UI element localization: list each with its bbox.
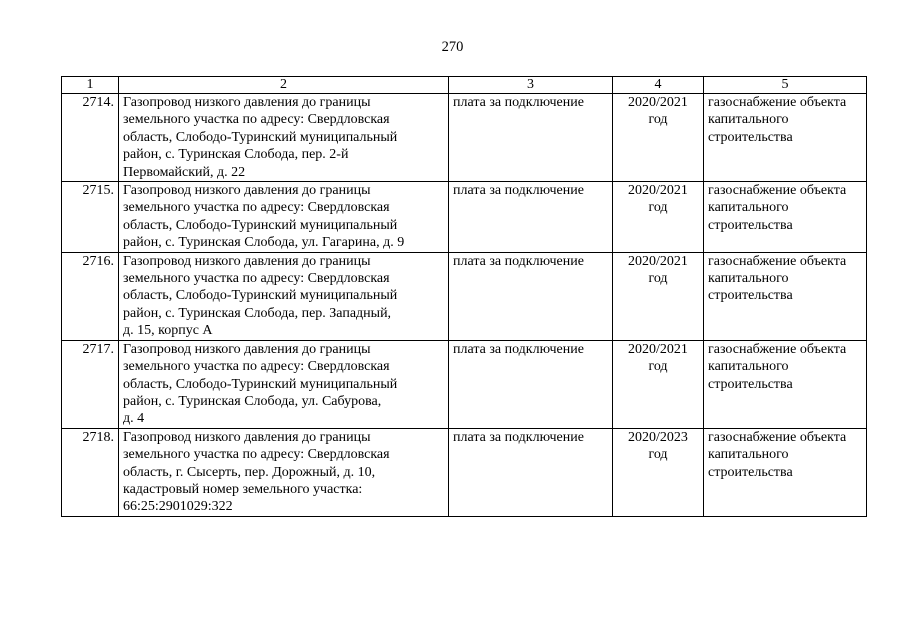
- period-cell: [613, 340, 704, 428]
- purpose-line: строительства: [708, 217, 793, 233]
- period-unit: год: [648, 447, 668, 463]
- row-number: 2718.: [62, 428, 119, 516]
- purpose-line: капитального: [708, 359, 789, 375]
- object-name-cell: [119, 94, 449, 182]
- object-name-line: район, с. Туринская Слобода, пер. 2-й: [123, 147, 349, 163]
- object-name-line: д. 15, корпус А: [123, 323, 213, 339]
- object-name-line: Газопровод низкого давления до границы: [123, 183, 371, 199]
- purpose-line: строительства: [708, 376, 793, 392]
- row-number: 2715.: [62, 182, 119, 253]
- object-name-line: область, г. Сысерть, пер. Дорожный, д. 10,: [123, 464, 376, 480]
- payment-type: плата за подключение: [449, 340, 613, 428]
- object-name-cell: [119, 428, 449, 516]
- period-years: 2020/2021: [628, 95, 688, 110]
- object-name-line: область, Слободо-Туринский муниципальный: [123, 217, 398, 233]
- object-name-cell: [119, 252, 449, 340]
- table-row: [62, 340, 867, 428]
- payment-type: плата за подключение: [449, 94, 613, 182]
- period-unit: год: [648, 200, 668, 216]
- period-years: 2020/2023: [628, 429, 688, 445]
- column-header: 5: [704, 77, 867, 94]
- purpose-line: газоснабжение объекта: [708, 253, 847, 269]
- payment-type: плата за подключение: [449, 182, 613, 253]
- object-name-line: Газопровод низкого давления до границы: [123, 95, 371, 110]
- object-name-line: земельного участка по адресу: Свердловская: [123, 271, 390, 287]
- purpose-line: газоснабжение объекта: [708, 341, 847, 357]
- purpose-line: капитального: [708, 200, 789, 216]
- period-years: 2020/2021: [628, 183, 688, 199]
- purpose-line: газоснабжение объекта: [708, 183, 847, 199]
- period-cell: [613, 252, 704, 340]
- page-number: 270: [441, 39, 464, 55]
- object-name-line: область, Слободо-Туринский муниципальный: [123, 129, 398, 145]
- purpose-line: капитального: [708, 271, 789, 287]
- purpose-line: строительства: [708, 288, 793, 304]
- object-name-cell: [119, 182, 449, 253]
- purpose-line: капитального: [708, 447, 789, 463]
- purpose-line: капитального: [708, 112, 789, 128]
- period-unit: год: [648, 359, 668, 375]
- object-name-cell: [119, 340, 449, 428]
- period-cell: [613, 428, 704, 516]
- period-unit: год: [648, 112, 668, 128]
- purpose-cell: [704, 252, 867, 340]
- purpose-cell: [704, 182, 867, 253]
- object-name-line: земельного участка по адресу: Свердловская: [123, 447, 390, 463]
- object-name-line: область, Слободо-Туринский муниципальный: [123, 376, 398, 392]
- object-name-line: район, с. Туринская Слобода, пер. Западный,: [123, 305, 392, 321]
- object-name-line: область, Слободо-Туринский муниципальный: [123, 288, 398, 304]
- object-name-line: 66:25:2901029:322: [123, 499, 233, 515]
- period-years: 2020/2021: [628, 253, 688, 269]
- row-number: 2716.: [62, 252, 119, 340]
- purpose-line: строительства: [708, 464, 793, 480]
- object-name-line: земельного участка по адресу: Свердловская: [123, 200, 390, 216]
- payment-type: плата за подключение: [449, 428, 613, 516]
- purpose-cell: [704, 94, 867, 182]
- object-name-line: Газопровод низкого давления до границы: [123, 253, 371, 269]
- object-name-line: район, с. Туринская Слобода, ул. Гагарина, д. 9: [123, 235, 405, 251]
- column-header: 1: [62, 77, 119, 94]
- column-header: 2: [119, 77, 449, 94]
- object-name-line: Первомайский, д. 22: [123, 164, 246, 180]
- object-name-line: земельного участка по адресу: Свердловская: [123, 359, 390, 375]
- row-number: 2717.: [62, 340, 119, 428]
- purpose-cell: [704, 340, 867, 428]
- registry-table: [61, 76, 867, 517]
- purpose-cell: [704, 428, 867, 516]
- period-cell: [613, 182, 704, 253]
- table-row: [62, 252, 867, 340]
- period-cell: [613, 94, 704, 182]
- object-name-line: земельного участка по адресу: Свердловская: [123, 112, 390, 128]
- object-name-line: Газопровод низкого давления до границы: [123, 429, 371, 445]
- table-row: [62, 428, 867, 516]
- column-header: 4: [613, 77, 704, 94]
- row-number: 2714.: [62, 94, 119, 182]
- object-name-line: район, с. Туринская Слобода, ул. Сабурова,: [123, 393, 382, 409]
- payment-type: плата за подключение: [449, 252, 613, 340]
- purpose-line: газоснабжение объекта: [708, 429, 847, 445]
- object-name-line: Газопровод низкого давления до границы: [123, 341, 371, 357]
- header-row: [62, 77, 867, 94]
- table-row: [62, 94, 867, 182]
- period-years: 2020/2021: [628, 341, 688, 357]
- object-name-line: кадастровый номер земельного участка:: [123, 481, 363, 497]
- table-row: [62, 182, 867, 253]
- column-header: 3: [449, 77, 613, 94]
- purpose-line: газоснабжение объекта: [708, 95, 847, 110]
- object-name-line: д. 4: [123, 411, 145, 427]
- period-unit: год: [648, 271, 668, 287]
- purpose-line: строительства: [708, 129, 793, 145]
